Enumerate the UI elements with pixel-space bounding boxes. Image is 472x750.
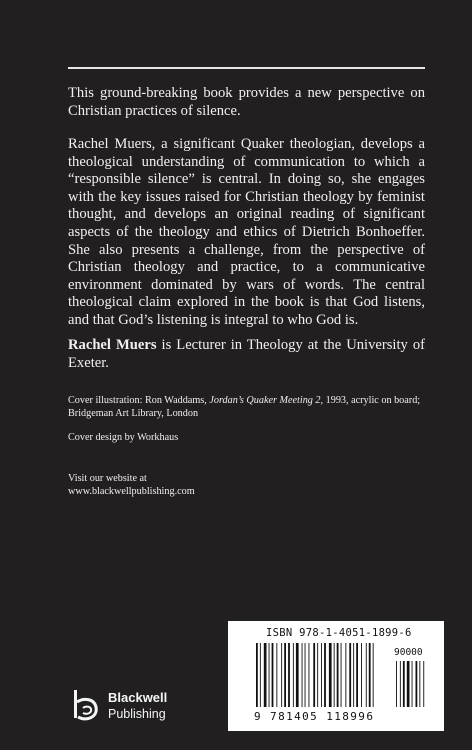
blackwell-logo-icon <box>70 686 106 726</box>
author-bio-text: is Lecturer in Theology at the University of Exeter. <box>68 337 425 371</box>
barcode-box <box>228 621 444 731</box>
author-name: Rachel Muers <box>68 337 157 353</box>
cover-design-credit: Cover design by Workhaus <box>68 432 179 443</box>
barcode-digits: 9 781405 118996 <box>254 710 375 723</box>
website-notice <box>68 472 425 498</box>
illustration-credit-prefix: Cover illustration: Ron Waddams, <box>68 395 210 406</box>
publisher-name: Blackwell <box>108 690 168 705</box>
illustration-title: Jordan’s Quaker Meeting 2, <box>209 395 324 406</box>
top-rule <box>68 67 425 69</box>
intro-text: This ground-breaking book provides a new perspective on Christian practices of silence. <box>68 85 425 119</box>
description-paragraph: Rachel Muers, a significant Quaker theologian, develops a theological understanding of communication to which a “responsible silence” is central. In doing so, she engages with the key issues raised for Christian theology by feminist thought, and develops an original reading of significant aspects of the theology and ethics of Dietrich Bonhoeffer. She also presents a challenge, from the perspective of Christian theology and practice, to a communicative environment dominated by wars of words. The central theological claim explored in the book is that God listens, and that God’s listening is integral to who God is. <box>68 136 425 328</box>
website-label: Visit our website at <box>68 473 147 484</box>
isbn-label: ISBN 978-1-4051-1899-6 <box>266 627 412 639</box>
publisher-subtitle: Publishing <box>108 707 166 721</box>
cover-illustration-credit <box>68 394 425 420</box>
author-bio <box>68 337 425 372</box>
illustration-credit-suffix: 1993, acrylic on board; Bridgeman Art Library, London <box>68 395 421 419</box>
price-code: 90000 <box>394 647 423 658</box>
publisher-logo <box>70 686 190 730</box>
website-url: www.blackwellpublishing.com <box>68 486 195 497</box>
